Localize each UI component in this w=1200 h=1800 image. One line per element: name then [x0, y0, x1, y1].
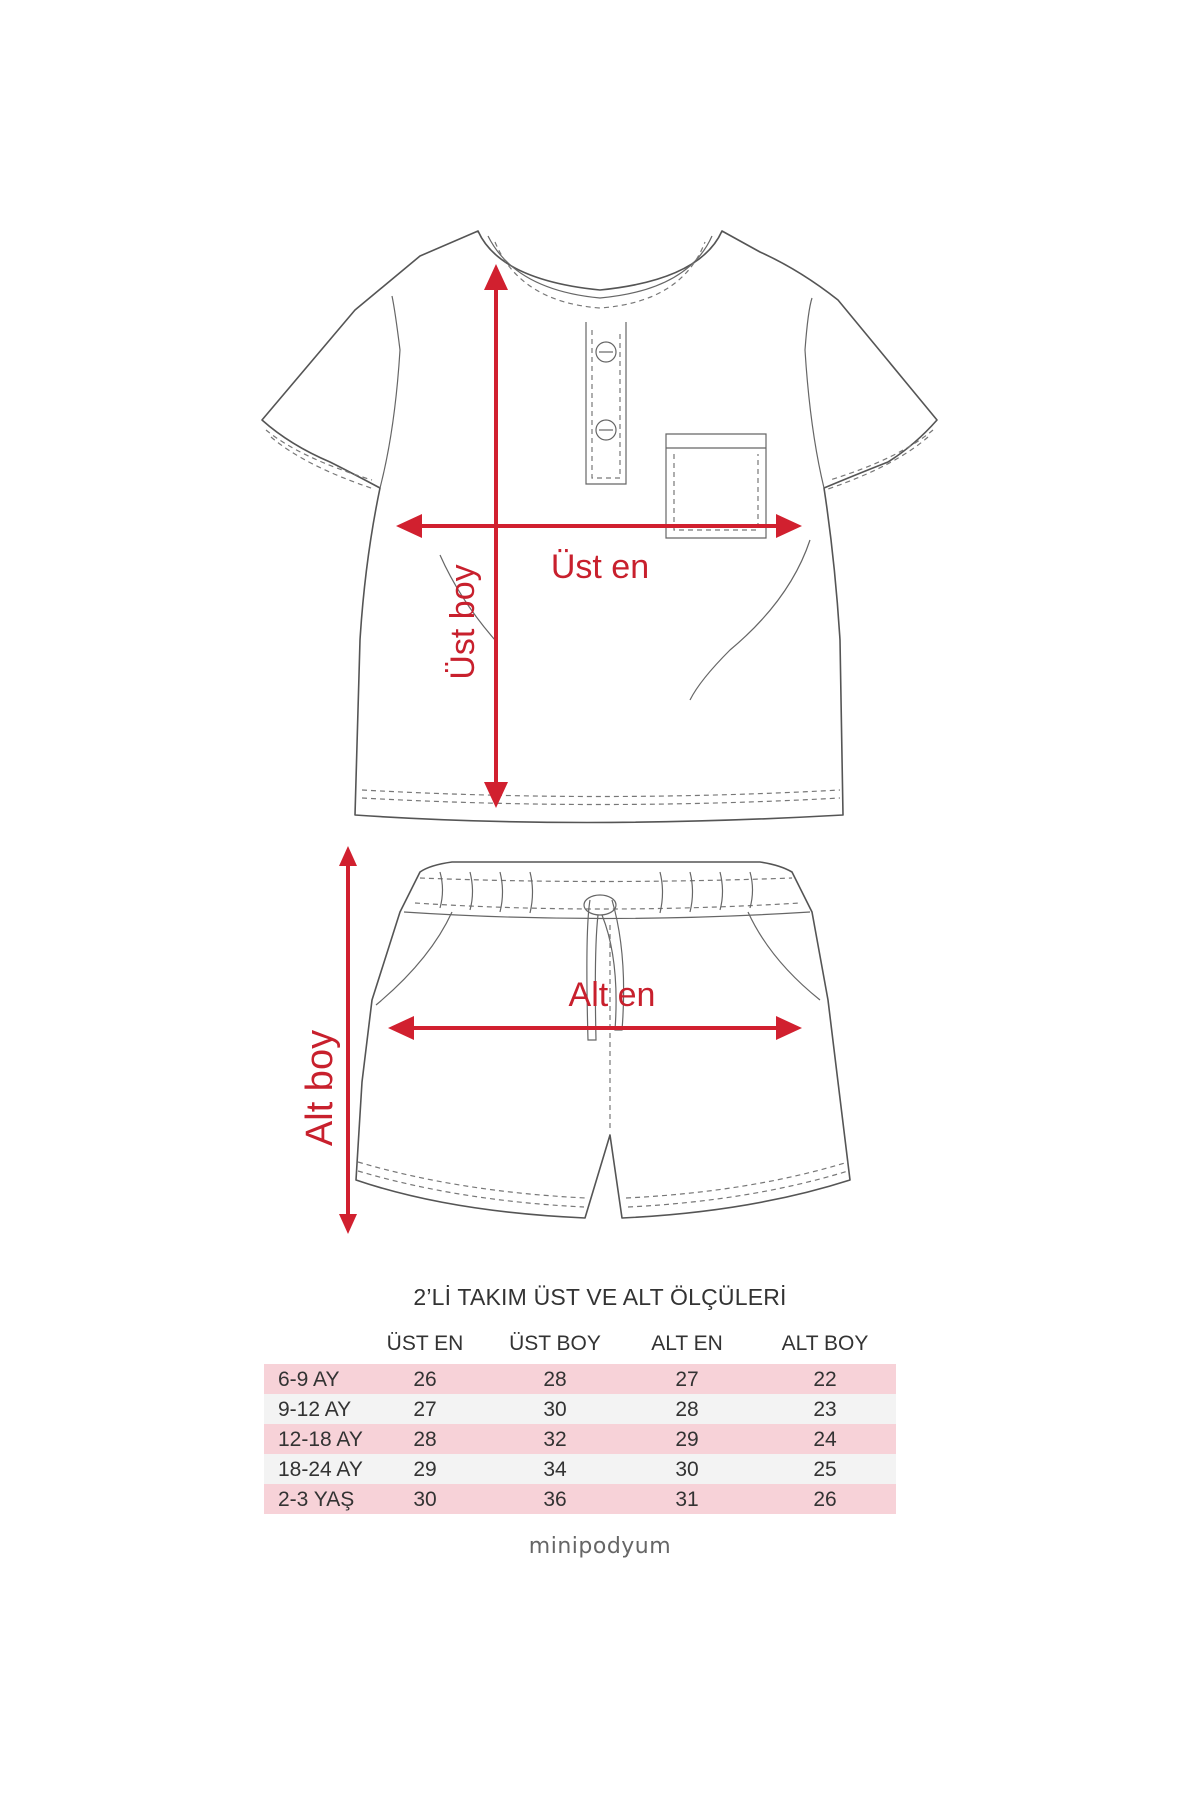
row-value: 26	[413, 1368, 437, 1391]
table-row	[264, 1424, 896, 1454]
size-table	[264, 1326, 896, 1514]
header-ust-en: ÜST EN	[386, 1332, 464, 1355]
row-value: 29	[675, 1428, 699, 1451]
row-size: 18-24 AY	[278, 1458, 363, 1481]
header-alt-en: ALT EN	[651, 1332, 723, 1355]
row-value: 29	[413, 1458, 437, 1481]
row-size: 9-12 AY	[278, 1398, 352, 1421]
row-size: 12-18 AY	[278, 1428, 363, 1451]
top-length-label: Üst boy	[444, 564, 482, 680]
table-row	[264, 1454, 896, 1484]
row-value: 34	[543, 1458, 567, 1481]
table-row	[264, 1394, 896, 1424]
header-ust-boy: ÜST BOY	[509, 1332, 601, 1355]
row-value: 22	[813, 1368, 837, 1391]
size-table-header	[264, 1326, 896, 1364]
bottom-length-arrow	[339, 846, 357, 1234]
row-value: 32	[543, 1428, 567, 1451]
row-value: 28	[675, 1398, 699, 1421]
bottom-width-arrow	[388, 1016, 802, 1040]
row-value: 26	[813, 1488, 837, 1511]
brand-logo: minipodyum	[528, 1534, 672, 1559]
bottom-length-label: Alt boy	[299, 1029, 341, 1147]
row-size: 6-9 AY	[278, 1368, 340, 1391]
row-value: 31	[675, 1488, 699, 1511]
top-length-arrow	[484, 264, 508, 808]
row-value: 27	[413, 1398, 437, 1421]
table-row	[264, 1484, 896, 1514]
row-value: 30	[675, 1458, 699, 1481]
row-value: 28	[413, 1428, 437, 1451]
size-table-title: 2’Lİ TAKIM ÜST VE ALT ÖLÇÜLERİ	[413, 1284, 787, 1310]
row-size: 2-3 YAŞ	[278, 1488, 355, 1511]
row-value: 30	[543, 1398, 567, 1421]
row-value: 27	[675, 1368, 699, 1391]
top-width-arrow	[396, 514, 802, 538]
row-value: 28	[543, 1368, 567, 1391]
row-value: 30	[413, 1488, 437, 1511]
bottom-width-label: Alt en	[568, 976, 656, 1014]
row-value: 23	[813, 1398, 837, 1421]
row-value: 25	[813, 1458, 837, 1481]
header-alt-boy: ALT BOY	[781, 1332, 869, 1355]
shorts-drawing	[356, 862, 850, 1218]
table-row	[264, 1364, 896, 1394]
row-value: 36	[543, 1488, 567, 1511]
top-width-label: Üst en	[550, 548, 650, 586]
row-value: 24	[813, 1428, 837, 1451]
